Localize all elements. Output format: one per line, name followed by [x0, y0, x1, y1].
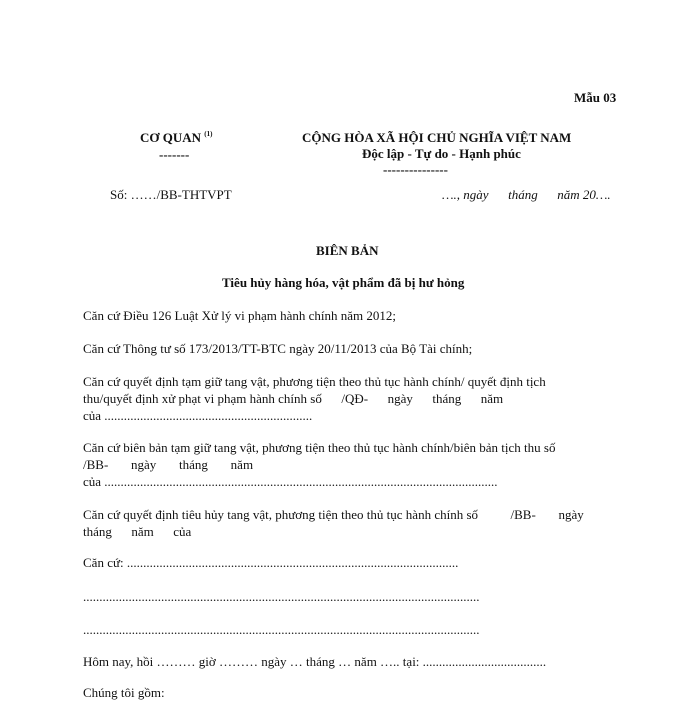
document-number: Số: ……/BB-THTVPT — [110, 187, 232, 202]
paragraph-line: /BB- ngày tháng năm — [83, 457, 254, 472]
motto-divider: --------------- — [383, 162, 448, 177]
agency-header — [140, 130, 212, 146]
paragraph-time-place: Hôm nay, hồi ……… giờ ……… ngày … tháng … năm ….. tại: ...................................... — [83, 654, 547, 669]
paragraph-record — [83, 439, 608, 490]
paragraph-line: tháng năm của — [83, 524, 192, 539]
dotted-line: .......................................................................................................................... — [83, 589, 480, 604]
agency-name: CƠ QUAN — [140, 130, 202, 145]
paragraph-line: Căn cứ quyết định tiêu hủy tang vật, phương tiện theo thủ tục hành chính số /BB- ngày — [83, 507, 584, 522]
paragraph-line: Căn cứ quyết định tạm giữ tang vật, phương tiện theo thủ tục hành chính/ quyết định tịch — [83, 374, 546, 389]
document-date: …., ngày tháng năm 20…. — [442, 187, 611, 202]
paragraph-destruction-decision — [83, 506, 608, 540]
paragraph-line: của ......................................................................................................................... — [83, 474, 498, 489]
document-subtitle: Tiêu hủy hàng hóa, vật phẩm đã bị hư hỏng — [222, 275, 465, 290]
paragraph-legal-basis-2: Căn cứ Thông tư số 173/2013/TT-BTC ngày 20/11/2013 của Bộ Tài chính; — [83, 341, 473, 356]
form-number: Mẫu 03 — [574, 90, 617, 105]
document-title: BIÊN BẢN — [316, 243, 379, 258]
agency-divider: ------- — [159, 147, 190, 162]
paragraph-basis-blank: Căn cứ: ...................................................................................................... — [83, 555, 459, 570]
dotted-line: .......................................................................................................................... — [83, 622, 480, 637]
paragraph-line: thu/quyết định xử phạt vi phạm hành chính số /QĐ- ngày tháng năm — [83, 391, 504, 406]
paragraph-legal-basis-1: Căn cứ Điều 126 Luật Xử lý vi phạm hành chính năm 2012; — [83, 308, 397, 323]
paragraph-line: của ................................................................ — [83, 408, 313, 423]
paragraph-line: Căn cứ biên bản tạm giữ tang vật, phương tiện theo thủ tục hành chính/biên bản tịch thu số — [83, 440, 556, 455]
paragraph-participants: Chúng tôi gồm: — [83, 685, 165, 700]
paragraph-decision — [83, 373, 608, 424]
nation-title: CỘNG HÒA XÃ HỘI CHỦ NGHĨA VIỆT NAM — [302, 130, 572, 145]
agency-footnote: (1) — [204, 130, 213, 138]
motto: Độc lập - Tự do - Hạnh phúc — [362, 146, 521, 161]
